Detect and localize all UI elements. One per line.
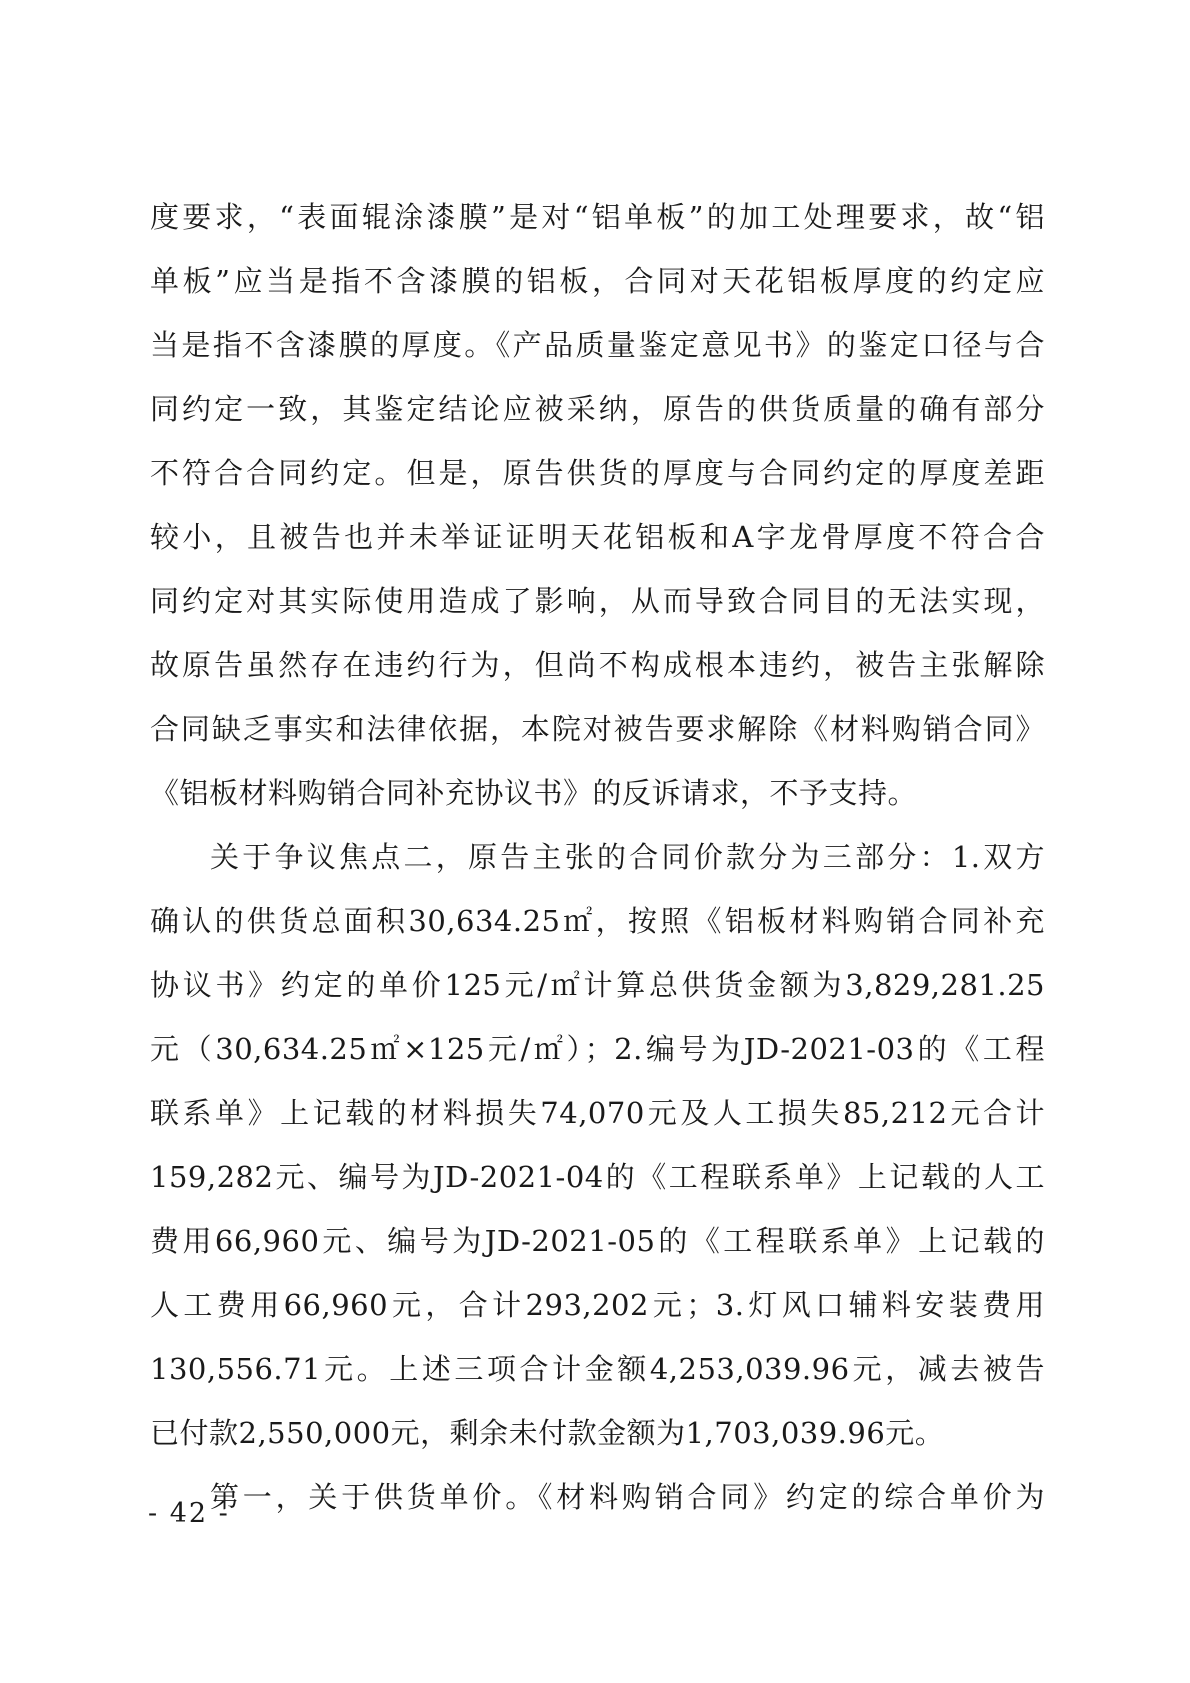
text-line: 故原告虽然存在违约行为，但尚不构成根本违约，被告主张解除 bbox=[150, 648, 1045, 682]
text-line: 第一，关于供货单价。《材料购销合同》约定的综合单价为 bbox=[210, 1480, 1045, 1514]
page-number: - 42 - bbox=[148, 1498, 230, 1529]
text-line: 159,282元、编号为JD-2021-04的《工程联系单》上记载的人工 bbox=[150, 1160, 1045, 1194]
paragraph bbox=[150, 185, 1045, 825]
text-line: 协议书》约定的单价125元/㎡计算总供货金额为3,829,281.25 bbox=[150, 968, 1045, 1002]
text-line: 度要求，“表面辊涂漆膜”是对“铝单板”的加工处理要求，故“铝 bbox=[150, 200, 1045, 234]
text-line: 联系单》上记载的材料损失74,070元及人工损失85,212元合计 bbox=[150, 1096, 1045, 1130]
text-line: 当是指不含漆膜的厚度。《产品质量鉴定意见书》的鉴定口径与合 bbox=[150, 328, 1045, 362]
text-line: 已付款2,550,000元，剩余未付款金额为1,703,039.96元。 bbox=[150, 1416, 945, 1450]
body-text bbox=[150, 185, 1045, 1529]
text-line: 单板”应当是指不含漆膜的铝板，合同对天花铝板厚度的约定应 bbox=[150, 264, 1045, 298]
text-line: 不符合合同约定。但是，原告供货的厚度与合同约定的厚度差距 bbox=[150, 456, 1045, 490]
text-line: 合同缺乏事实和法律依据，本院对被告要求解除《材料购销合同》 bbox=[150, 712, 1045, 746]
text-line: 确认的供货总面积30,634.25㎡，按照《铝板材料购销合同补充 bbox=[150, 904, 1045, 938]
text-line: 130,556.71元。上述三项合计金额4,253,039.96元，减去被告 bbox=[150, 1352, 1045, 1386]
paragraph bbox=[150, 825, 1045, 1465]
text-line: 同约定一致，其鉴定结论应被采纳，原告的供货质量的确有部分 bbox=[150, 392, 1045, 426]
paragraph bbox=[150, 1465, 1045, 1529]
text-line: 费用66,960元、编号为JD-2021-05的《工程联系单》上记载的 bbox=[150, 1224, 1045, 1258]
text-line: 人工费用66,960元，合计293,202元；3.灯风口辅料安装费用 bbox=[150, 1288, 1045, 1322]
text-line: 关于争议焦点二，原告主张的合同价款分为三部分：1.双方 bbox=[210, 840, 1045, 874]
text-line: 较小，且被告也并未举证证明天花铝板和A字龙骨厚度不符合合 bbox=[150, 520, 1045, 554]
text-line: 同约定对其实际使用造成了影响，从而导致合同目的无法实现， bbox=[150, 584, 1045, 618]
text-line: 《铝板材料购销合同补充协议书》的反诉请求，不予支持。 bbox=[150, 776, 918, 810]
text-line: 元（30,634.25㎡×125元/㎡）；2.编号为JD-2021-03的《工程 bbox=[150, 1032, 1045, 1066]
